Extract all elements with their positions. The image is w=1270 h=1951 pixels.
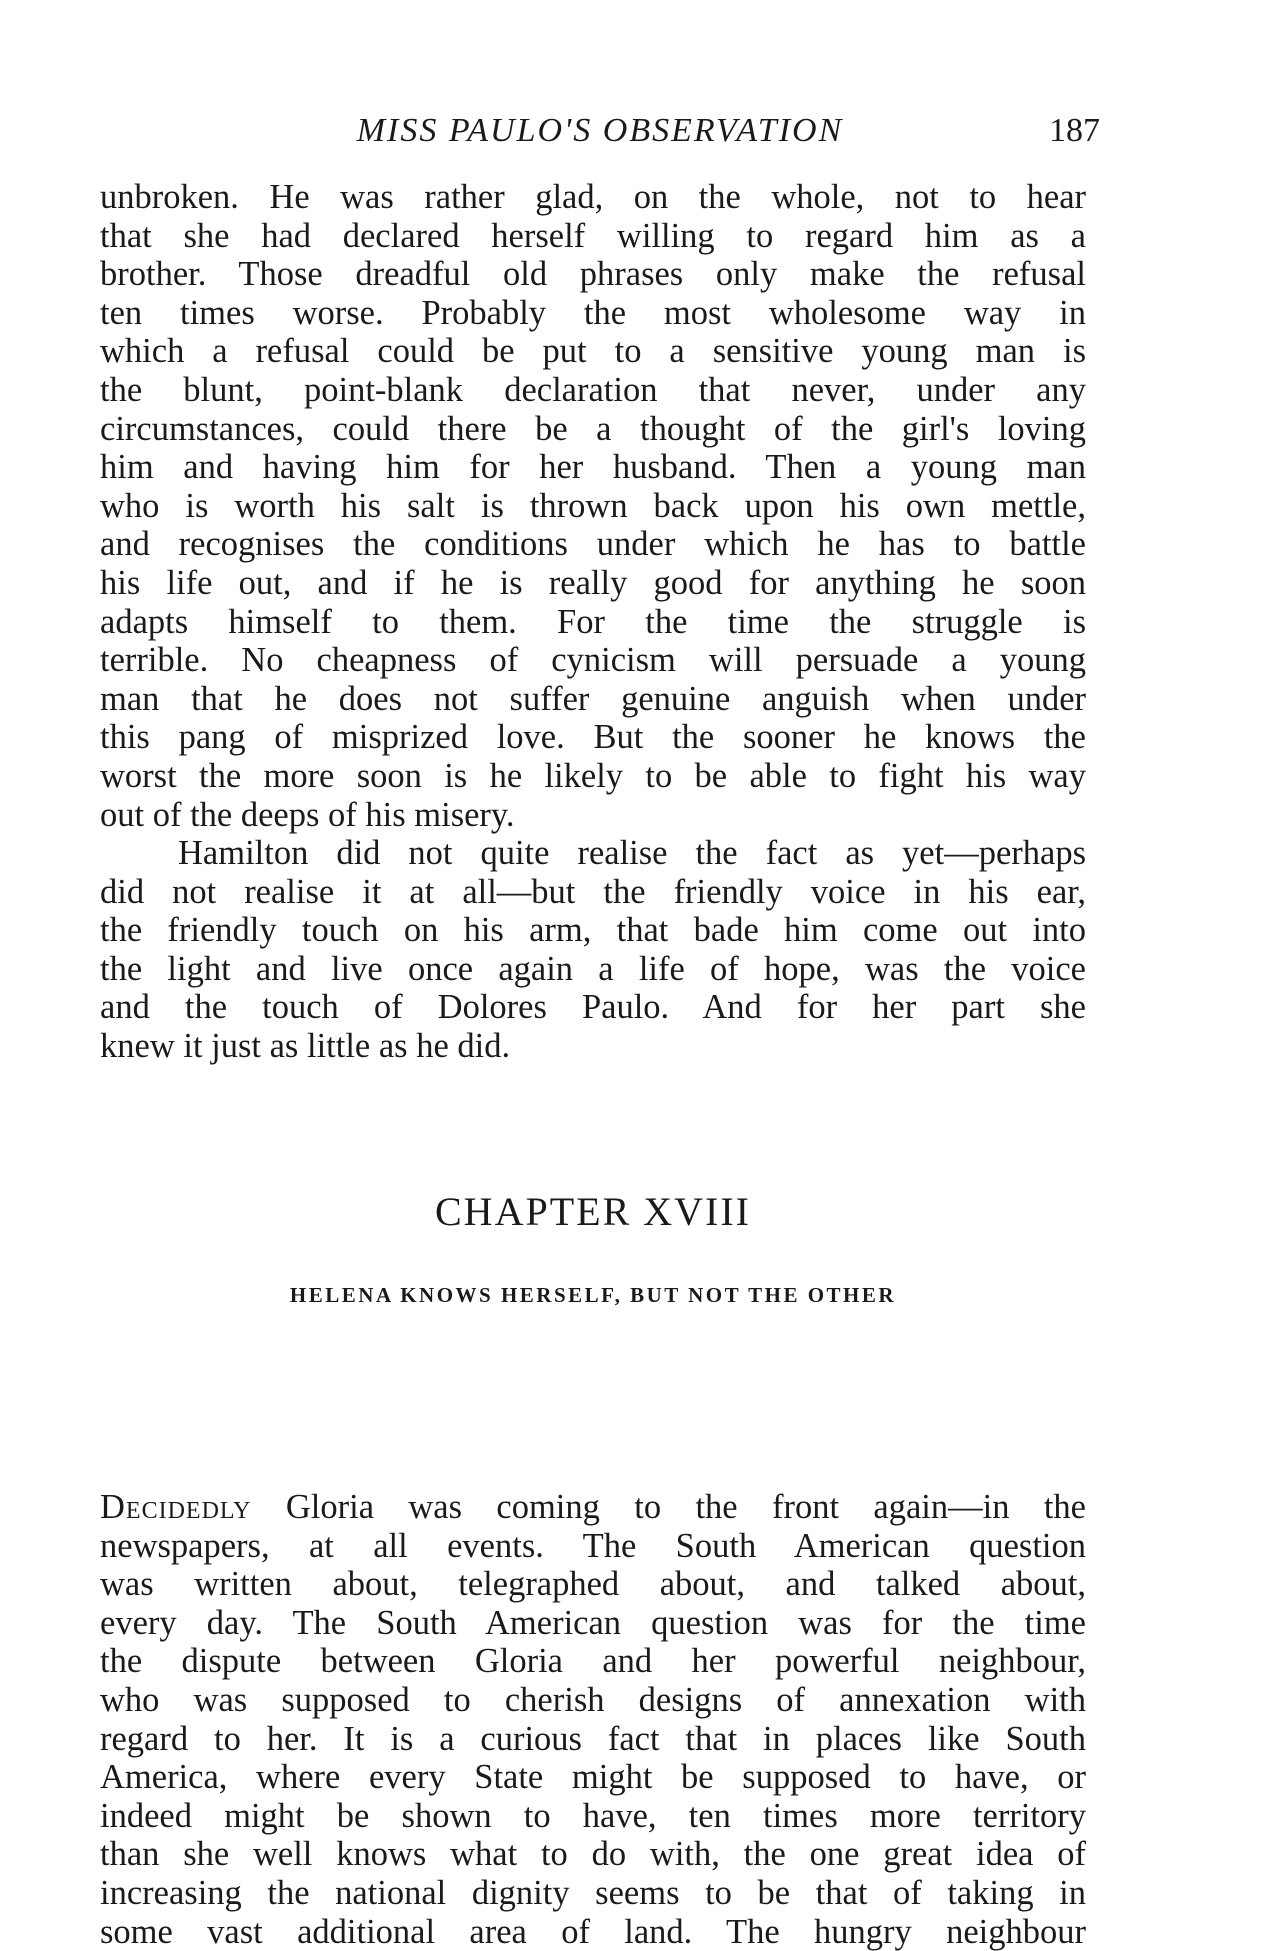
text-line: was written about, telegraphed about, and talked about, — [100, 1565, 1086, 1604]
text-line: the friendly touch on his arm, that bade him come out into — [100, 911, 1086, 950]
text-line: Hamilton did not quite realise the fact as yet—perhaps — [178, 834, 1086, 873]
text-line: the blunt, point-blank declaration that never, under any — [100, 370, 1086, 409]
text-line: every day. The South American question was for the time — [100, 1603, 1086, 1642]
text-line: some vast additional area of land. The hungry neighbour — [100, 1912, 1086, 1951]
text-line: man that he does not suffer genuine anguish when under — [100, 679, 1086, 718]
text-line: regard to her. It is a curious fact that in places like South — [100, 1719, 1086, 1758]
paragraph-hamilton — [100, 834, 1086, 1066]
text-line: out of the deeps of his misery. — [100, 795, 515, 834]
text-line: knew it just as little as he did. — [100, 1027, 511, 1066]
text-line: than she well knows what to do with, the one great idea of — [100, 1835, 1086, 1874]
text-line: who was supposed to cherish designs of annexation with — [100, 1680, 1086, 1719]
text-line: worst the more soon is he likely to be able to fight his way — [100, 756, 1086, 795]
text-line: circumstances, could there be a thought of the girl's loving — [100, 409, 1086, 448]
text-line: the dispute between Gloria and her powerful neighbour, — [100, 1642, 1086, 1681]
text-line: which a refusal could be put to a sensitive young man is — [100, 332, 1086, 371]
text-line: and the touch of Dolores Paulo. And for her part she — [100, 988, 1086, 1027]
body-text-chapter — [100, 1488, 1086, 1951]
text-line: brother. Those dreadful old phrases only make the refusal — [100, 255, 1086, 294]
running-title: MISS PAULO'S OBSERVATION — [356, 112, 844, 149]
text-line: and recognises the conditions under which he has to battle — [100, 525, 1086, 564]
text-line: did not realise it at all—but the friendly voice in his ear, — [100, 872, 1086, 911]
text-line: his life out, and if he is really good for anything he soon — [100, 563, 1086, 602]
text-line: increasing the national dignity seems to be that of taking in — [100, 1873, 1086, 1912]
paragraph-continuation — [100, 178, 1086, 834]
text-line: that she had declared herself willing to regard him as a — [100, 216, 1086, 255]
opening-word: Decidedly — [100, 1488, 252, 1526]
text-line: indeed might be shown to have, ten times more territory — [100, 1796, 1086, 1835]
text-line: newspapers, at all events. The South American question — [100, 1526, 1086, 1565]
chapter-title: CHAPTER XVIII — [435, 1189, 751, 1234]
running-head — [100, 112, 1100, 162]
text-line: America, where every State might be supposed to have, or — [100, 1758, 1086, 1797]
text-line: the light and live once again a life of hope, was the voice — [100, 949, 1086, 988]
page-number: 187 — [1049, 112, 1100, 149]
opening-line-rest: Gloria was coming to the front again—in the — [251, 1488, 1086, 1526]
text-line: ten times worse. Probably the most wholesome way in — [100, 293, 1086, 332]
body-text-top — [100, 178, 1086, 1066]
text-line: him and having him for her husband. Then a young man — [100, 448, 1086, 487]
text-line: unbroken. He was rather glad, on the whole, not to hear — [100, 178, 1086, 216]
text-line: this pang of misprized love. But the sooner he knows the — [100, 718, 1086, 757]
text-line: terrible. No cheapness of cynicism will persuade a young — [100, 641, 1086, 680]
text-line: who is worth his salt is thrown back upon his own mettle, — [100, 486, 1086, 525]
chapter-subtitle: HELENA KNOWS HERSELF, BUT NOT THE OTHER — [289, 1283, 897, 1307]
text-line-opening — [100, 1488, 1086, 1527]
text-line: adapts himself to them. For the time the struggle is — [100, 602, 1086, 641]
